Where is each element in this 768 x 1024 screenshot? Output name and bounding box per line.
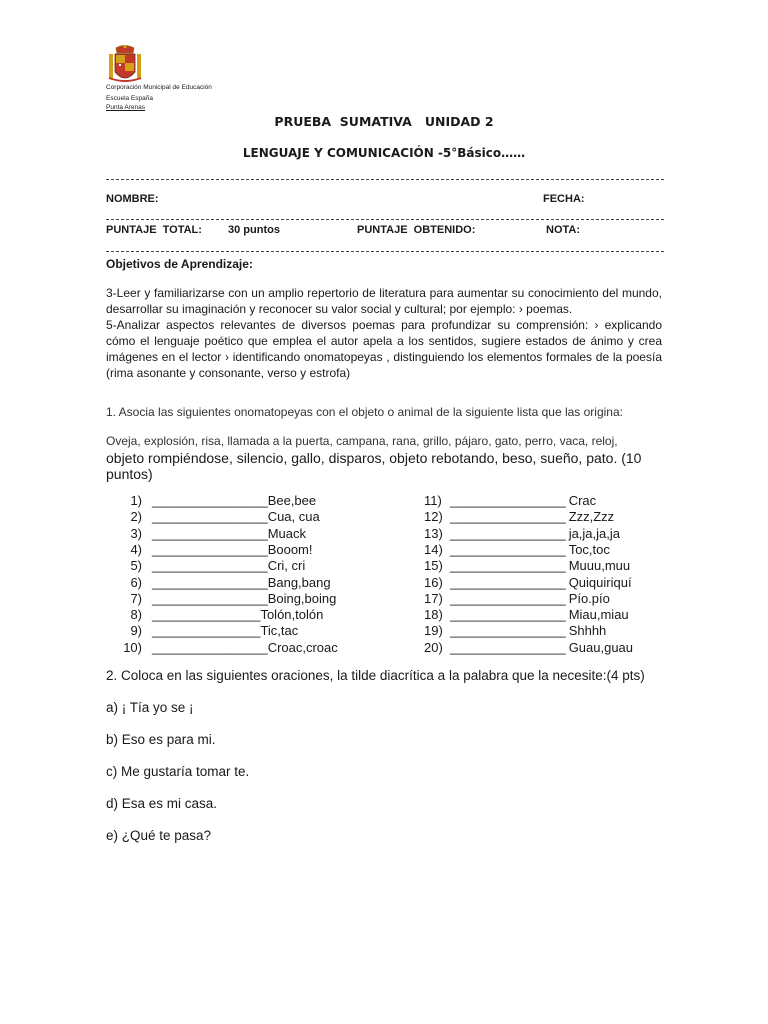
onomatopoeia-item xyxy=(424,640,633,656)
onomatopoeia-item xyxy=(424,526,620,542)
onomatopoeia-item xyxy=(106,493,316,509)
onomatopoeia-text: Cri, cri xyxy=(267,558,306,574)
divider xyxy=(106,219,664,220)
nombre-label: NOMBRE: xyxy=(106,193,159,205)
item-number: 19) xyxy=(424,623,443,639)
onomatopoeia-text: Boing,boing xyxy=(267,590,337,606)
onomatopoeia-text: Booom! xyxy=(267,541,313,557)
puntaje-total-value: 30 puntos xyxy=(228,224,280,236)
onomatopoeia-item xyxy=(106,640,338,656)
item-number: 18) xyxy=(424,607,443,623)
item-number: 6) xyxy=(130,574,142,590)
item-number: 8) xyxy=(130,607,142,623)
answer-blank[interactable]: ________________ xyxy=(450,639,566,655)
onomatopoeia-text: Toc,toc xyxy=(568,541,610,557)
answer-blank[interactable]: ________________ xyxy=(152,493,268,508)
item-number: 4) xyxy=(130,541,142,557)
item-number: 16) xyxy=(424,574,443,590)
sentence-d: d) Esa es mi casa. xyxy=(106,796,218,811)
onomatopoeia-text: Muack xyxy=(267,525,306,541)
onomatopoeia-text: Muuu,muu xyxy=(568,558,631,574)
fecha-label: FECHA: xyxy=(543,193,585,205)
onomatopoeia-text: Croac,croac xyxy=(267,639,338,655)
question-1-list-line2: objeto rompiéndose, silencio, gallo, disparos, objeto rebotando, beso, sueño, pato. (10 puntos) xyxy=(106,450,642,482)
sentence-b: b) Eso es para mi. xyxy=(106,732,216,747)
answer-blank[interactable]: ________________ xyxy=(450,558,566,574)
onomatopoeia-text: Pío.pío xyxy=(568,590,610,606)
item-number: 3) xyxy=(130,525,142,541)
answer-blank[interactable]: ________________ xyxy=(152,525,268,541)
onomatopoeia-item xyxy=(106,575,331,591)
item-number: 9) xyxy=(130,623,142,639)
onomatopoeia-text: ja,ja,ja,ja xyxy=(568,525,620,541)
onomatopoeia-item xyxy=(106,542,313,558)
onomatopoeia-text: Shhhh xyxy=(568,623,607,639)
item-number: 12) xyxy=(424,509,443,525)
item-number: 14) xyxy=(424,541,443,557)
onomatopoeia-text: Guau,guau xyxy=(568,639,634,655)
answer-blank[interactable]: ________________ xyxy=(450,623,566,639)
answer-blank[interactable]: _______________ xyxy=(152,607,261,623)
test-subtitle: LENGUAJE Y COMUNICACIÓN -5°Básico…… xyxy=(242,146,526,160)
objective-5: 5-Analizar aspectos relevantes de diversos poemas para profundizar su comprensión: › explicando cómo el lenguaje poético que emplea el autor apela a los sentidos, sugiere estados de ánimo y crea imágenes en el lector › identificando onomatopeyas , distinguiendo los elementos formales de la poesía (rima asonante y consonante, verso y estrofa) xyxy=(106,318,662,380)
objective-3: 3-Leer y familiarizarse con un amplio repertorio de literatura para aumentar su conocimiento del mundo, desarrollar su imaginación y reconocer su valor social y cultural; por ejemplo: › poemas. xyxy=(106,286,662,316)
divider xyxy=(106,251,664,252)
test-title: PRUEBA SUMATIVA UNIDAD 2 xyxy=(274,114,494,129)
answer-blank[interactable]: ________________ xyxy=(152,574,268,590)
onomatopoeia-item xyxy=(106,607,323,623)
onomatopoeia-item xyxy=(424,623,606,639)
onomatopoeia-text: Cua, cua xyxy=(267,509,320,525)
answer-blank[interactable]: ________________ xyxy=(450,493,566,508)
item-number: 15) xyxy=(424,558,443,574)
item-number: 20) xyxy=(424,639,443,655)
answer-blank[interactable]: ________________ xyxy=(450,607,566,623)
sentence-a: a) ¡ Tía yo se ¡ xyxy=(106,700,194,715)
coat-of-arms-icon xyxy=(106,44,144,88)
item-number: 7) xyxy=(130,590,142,606)
onomatopoeia-text: Crac xyxy=(568,493,597,508)
item-number: 5) xyxy=(130,558,142,574)
onomatopoeia-item xyxy=(106,509,320,525)
answer-blank[interactable]: ________________ xyxy=(152,558,268,574)
item-number: 1) xyxy=(130,493,142,508)
item-number: 11) xyxy=(424,493,442,508)
onomatopoeia-item xyxy=(424,542,610,558)
school-city: Punta Arenas xyxy=(106,104,146,111)
onomatopoeia-item xyxy=(106,558,305,574)
institution-name: Corporación Municipal de Educación xyxy=(106,84,212,91)
item-number: 10) xyxy=(123,639,142,655)
answer-blank[interactable]: ________________ xyxy=(152,541,268,557)
onomatopoeia-item xyxy=(424,509,614,525)
answer-blank[interactable]: ________________ xyxy=(152,639,268,655)
answer-blank[interactable]: ________________ xyxy=(152,590,268,606)
puntaje-obtenido-label: PUNTAJE OBTENIDO: xyxy=(357,224,476,236)
item-number: 17) xyxy=(424,590,443,606)
school-name: Escuela España xyxy=(106,95,153,102)
answer-blank[interactable]: ________________ xyxy=(450,590,566,606)
onomatopoeia-item xyxy=(424,607,629,623)
sentence-c: c) Me gustaría tomar te. xyxy=(106,764,250,779)
answer-blank[interactable]: ________________ xyxy=(450,541,566,557)
answer-blank[interactable]: ________________ xyxy=(450,525,566,541)
onomatopoeia-text: Quiquiriquí xyxy=(568,574,632,590)
onomatopoeia-item xyxy=(424,558,630,574)
onomatopoeia-text: Miau,miau xyxy=(568,607,629,623)
onomatopoeia-text: Tolón,tolón xyxy=(260,607,324,623)
objectives-title: Objetivos de Aprendizaje: xyxy=(106,257,253,271)
question-1-list-line1: Oveja, explosión, risa, llamada a la puerta, campana, rana, grillo, pájaro, gato, perro, vaca, reloj, xyxy=(106,434,618,448)
onomatopoeia-text: Tic,tac xyxy=(260,623,299,639)
onomatopoeia-item xyxy=(106,591,336,607)
onomatopoeia-text: Bee,bee xyxy=(267,493,317,508)
answer-blank[interactable]: ________________ xyxy=(450,574,566,590)
answer-blank[interactable]: _______________ xyxy=(152,623,261,639)
puntaje-total-label: PUNTAJE TOTAL: xyxy=(106,224,202,236)
nota-label: NOTA: xyxy=(546,224,581,236)
question-1-prompt: 1. Asocia las siguientes onomatopeyas con el objeto o animal de la siguiente lista que las origina: xyxy=(106,405,623,419)
onomatopoeia-item xyxy=(106,623,298,639)
onomatopoeia-text: Zzz,Zzz xyxy=(568,509,615,525)
sentence-e: e) ¿Qué te pasa? xyxy=(106,828,212,843)
answer-blank[interactable]: ________________ xyxy=(450,509,566,525)
onomatopoeia-item xyxy=(424,591,610,607)
onomatopoeia-item xyxy=(424,575,632,591)
divider xyxy=(106,179,664,180)
onomatopoeia-item xyxy=(106,526,306,542)
item-number: 13) xyxy=(424,525,443,541)
onomatopoeia-text: Bang,bang xyxy=(267,574,331,590)
item-number: 2) xyxy=(130,509,142,525)
question-2-prompt: 2. Coloca en las siguientes oraciones, la tilde diacrítica a la palabra que la necesite:(4 pts) xyxy=(106,668,645,683)
onomatopoeia-item xyxy=(424,493,596,509)
answer-blank[interactable]: ________________ xyxy=(152,509,268,525)
